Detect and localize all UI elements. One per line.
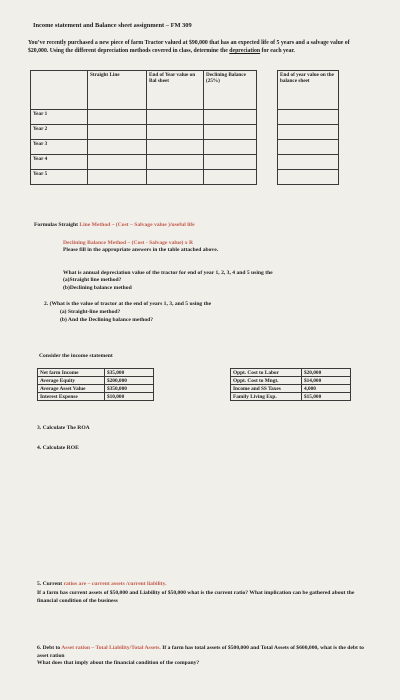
question-2-text: 2. (What is the value of tractor at the end of years 1, 3, and 5 using the [44,301,212,307]
cost-label: Oppt. Cost to Mngt. [231,377,302,385]
income-label: Average Asset Value [38,385,105,393]
intro-paragraph [28,40,368,56]
cost-label: Family Living Exp. [231,393,302,401]
table-cell[interactable] [204,155,257,170]
row-label: Year 1 [31,110,88,125]
table-cell[interactable] [147,155,204,170]
table-cell[interactable] [278,110,339,125]
formula-declining-balance: Declining Balance Method – (Cost - Salvage value) x R [63,240,194,246]
question-roe: 4. Calculate ROE [37,445,79,451]
table-row [38,377,154,385]
question-6-formula: Asset ration – Total Liability/Total Assets. [61,645,161,651]
intro-text-2: for each year. [260,47,295,54]
header-end-of-year-value: End of Year value on Bal sheet [147,71,204,110]
depreciation-table [30,70,339,185]
income-statement-left-table [37,368,154,401]
fill-instruction: Please fill in the appropriate answers in the table attached above. [63,247,219,253]
table-cell[interactable] [147,125,204,140]
table-row [31,170,339,185]
table-cell[interactable] [278,155,339,170]
intro-link-depreciation: depreciation [229,47,261,54]
depreciation-table-header [31,71,339,110]
income-label: Average Equity [38,377,105,385]
cost-label: Oppt. Cost to Labor [231,369,302,377]
income-label: Interest Expense [38,393,105,401]
table-row [38,369,154,377]
table-row [231,393,351,401]
cost-label: Income and SS Taxes [231,385,302,393]
question-5-prefix: 5. Current [37,581,64,587]
table-cell[interactable] [278,125,339,140]
table-cell[interactable] [204,110,257,125]
formula-straight-label: Formulas Straight [34,222,80,228]
income-value: $200,000 [105,377,154,385]
table-cell[interactable] [88,155,147,170]
table-cell[interactable] [204,140,257,155]
question-roa: 3. Calculate The ROA [37,425,90,431]
table-row [231,369,351,377]
question-2-part-a: (a) Straight-line method? [60,309,121,315]
question-1-text: What is annual depreciation value of the tractor for end of year 1, 2, 3, 4 and 5 using the [63,270,273,276]
table-cell[interactable] [88,170,147,185]
row-label: Year 4 [31,155,88,170]
table-cell[interactable] [278,170,339,185]
cost-value: $14,000 [302,377,351,385]
consider-income-statement: Consider the income statement [39,353,113,359]
table-cell[interactable] [88,125,147,140]
table-cell[interactable] [88,110,147,125]
income-statement-right-table [230,368,351,401]
cost-value: $20,000 [302,369,351,377]
table-cell[interactable] [147,110,204,125]
table-cell[interactable] [204,170,257,185]
header-declining-balance: Declining Balance (25%) [204,71,257,110]
table-cell[interactable] [88,140,147,155]
question-6-prefix: 6. Debt to [37,645,62,651]
header-gap [257,71,278,110]
document-title: Income statement and Balance sheet assignment – FM 309 [33,22,192,29]
table-cell[interactable] [147,170,204,185]
row-label: Year 3 [31,140,88,155]
table-cell[interactable] [204,125,257,140]
header-empty [31,71,88,110]
formula-straight-text: Line Method – (Cost – Salvage value )/useful life [79,222,195,228]
cost-value: 4,000 [302,385,351,393]
income-value: $10,000 [105,393,154,401]
question-6 [37,645,367,668]
income-label: Net farm Income [38,369,105,377]
header-straight-line: Straight Line [88,71,147,110]
table-cell[interactable] [147,140,204,155]
table-row [38,385,154,393]
formula-straight-line [34,222,195,230]
income-value: $350,000 [105,385,154,393]
table-row [31,155,339,170]
header-end-of-year-balance: End of year value on the balance sheet [278,71,339,110]
table-row [38,393,154,401]
question-6-body-2: What does that imply about the financial condition of the company? [37,660,200,666]
question-1-part-a: (a)Straight line method? [63,277,122,283]
table-row [231,377,351,385]
table-row [31,125,339,140]
table-row [231,385,351,393]
question-5-body: If a farm has current assets of $50,000 and Liability of $50,000 what is the current ratio? What implication can be gathered about the financial condition of the business [37,590,355,604]
question-2-part-b: (b) And the Declining balance method? [60,317,154,323]
table-row [31,110,339,125]
table-cell[interactable] [278,140,339,155]
intro-text-1: You’ve recently purchased a new piece of farm Tractor valued at $90,000 that has an expected life of 5 years and a salvage value of $20,000. Using the different depreciation methods covered in class, determine the [28,40,350,54]
question-5-heading [37,581,166,589]
table-row [31,140,339,155]
cost-value: $15,000 [302,393,351,401]
row-label: Year 5 [31,170,88,185]
question-5-formula: ratios are – current assets /current liability. [63,581,167,587]
question-1-part-b: (b)Declining balance method [63,285,132,291]
row-label: Year 2 [31,125,88,140]
income-value: $35,000 [105,369,154,377]
question-6-body: If a farm has total assets of $500,000 and Total Assets of $600,000, what is the debt to asset ration [37,645,364,659]
